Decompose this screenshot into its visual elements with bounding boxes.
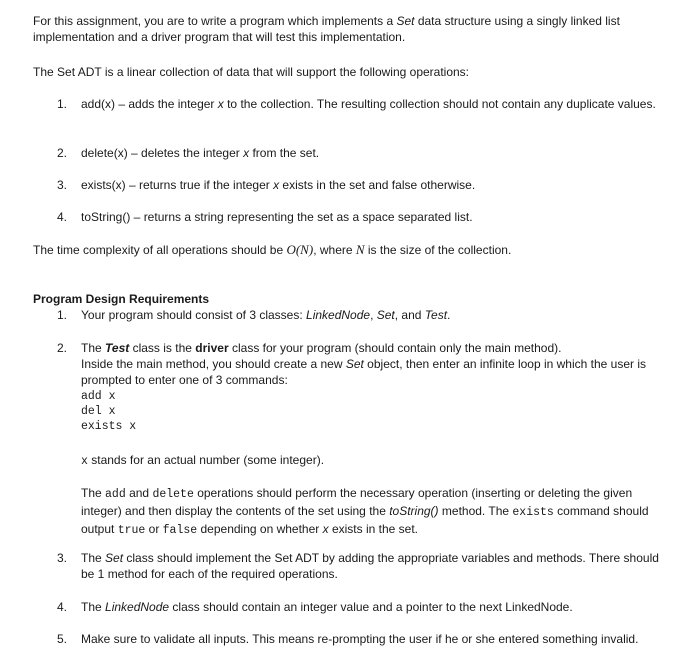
command-exists: exists x: [81, 420, 137, 433]
text: For this assignment, you are to write a program which implements a: [33, 14, 397, 28]
complexity-paragraph: The time complexity of all operations should be O(N), where N is the size of the collection.: [33, 242, 512, 257]
list-number: 2.: [57, 341, 68, 355]
set-term: Set: [396, 14, 415, 28]
list-number: 4.: [57, 210, 68, 224]
big-o-notation: O(N): [286, 242, 314, 257]
requirement-text: Make sure to validate all inputs. This means re-prompting the user if he or she entered something invalid.: [81, 632, 639, 646]
list-number: 5.: [57, 632, 68, 646]
list-number: 1.: [57, 97, 68, 111]
operation-text: exists(x) – returns true if the integer x exists in the set and false otherwise.: [81, 178, 476, 192]
requirement-text: The Test class is the driver class for your program (should contain only the main method). Inside the main method, you should create a new Set object, then enter an infinite loop in which the user is prompted to enter one of 3 commands:: [81, 341, 647, 387]
section-heading: Program Design Requirements: [33, 292, 210, 306]
operations-paragraph: The add and delete operations should perform the necessary operation (inserting or deleting the given integer) and then display the contents of the set using the toString() method. The exists command should output true or false depending on whether x exists in the set.: [81, 486, 649, 537]
list-number: 3.: [57, 178, 68, 192]
operation-text: add(x) – adds the integer x to the collection. The resulting collection should not contain any duplicate values.: [81, 97, 656, 111]
requirement-text: Your program should consist of 3 classes: LinkedNode, Set, and Test.: [81, 308, 451, 322]
operation-text: toString() – returns a string representing the set as a space separated list.: [81, 210, 473, 224]
list-number: 3.: [57, 551, 68, 565]
adt-intro-paragraph: The Set ADT is a linear collection of data that will support the following operations:: [33, 65, 470, 79]
text: data structure using a singly linked list implementation and a driver program that will test this implementation.: [33, 14, 620, 44]
x-note: x stands for an actual number (some integer).: [81, 453, 325, 468]
intro-paragraph: [33, 13, 659, 45]
list-number: 4.: [57, 600, 68, 614]
list-number: 1.: [57, 308, 68, 322]
list-number: 2.: [57, 146, 68, 160]
command-list: [81, 389, 136, 434]
requirement-text: The Set class should implement the Set ADT by adding the appropriate variables and methods. There should be 1 method for each of the required operations.: [81, 551, 659, 581]
operation-text: delete(x) – deletes the integer x from the set.: [81, 146, 320, 160]
command-add: add x: [81, 390, 116, 403]
command-del: del x: [81, 405, 116, 418]
requirement-text: The LinkedNode class should contain an integer value and a pointer to the next LinkedNode.: [81, 600, 573, 614]
